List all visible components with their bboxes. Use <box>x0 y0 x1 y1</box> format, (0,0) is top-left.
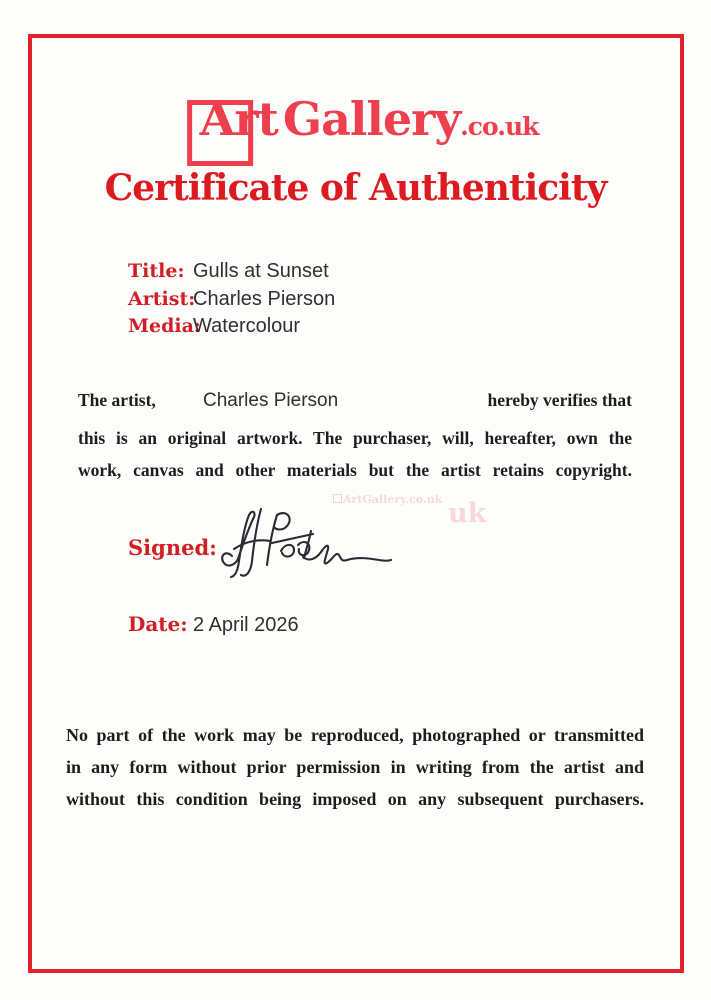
copyright-line-2: in any form without prior permission in writing from the artist and <box>66 757 644 777</box>
date-label: Date: <box>128 612 188 636</box>
logo-word-gallery: Gallery <box>282 92 461 146</box>
signed-label: Signed: <box>128 535 217 560</box>
verification-statement <box>78 390 632 486</box>
artwork-fields <box>128 260 335 343</box>
watermark-text: ArtGallery.co.uk <box>343 493 443 506</box>
statement-line-2: this is an original artwork. The purchaser, will, hereafter, own the <box>78 428 632 448</box>
field-row-title <box>128 260 335 288</box>
title-value: Gulls at Sunset <box>193 260 329 282</box>
title-label: Title: <box>128 260 185 282</box>
copyright-notice <box>66 719 644 815</box>
copyright-line-3: without this condition being imposed on any subsequent purchasers. <box>66 789 644 809</box>
field-row-artist <box>128 288 335 316</box>
statement-body <box>78 422 632 486</box>
field-row-media <box>128 315 335 343</box>
date-value: 2 April 2026 <box>193 614 299 636</box>
statement-line-3: work, canvas and other materials but the artist retains copyright. <box>78 460 632 480</box>
copyright-line-1: No part of the work may be reproduced, photographed or transmitted <box>66 725 644 745</box>
statement-suffix: hereby verifies that <box>487 390 632 410</box>
artist-label: Artist: <box>128 287 196 310</box>
certificate-title: Certificate of Authenticity <box>104 167 607 209</box>
watermark-uk-fragment: uk <box>448 498 487 529</box>
signature-image <box>213 500 393 595</box>
artist-value: Charles Pierson <box>193 287 336 310</box>
logo-tld: .co.uk <box>460 112 539 141</box>
media-label: Media: <box>128 315 201 337</box>
date-row <box>128 612 299 637</box>
media-value: Watercolour <box>193 315 301 337</box>
logo-word-art: Art <box>199 92 278 146</box>
artgallery-logo <box>200 72 539 164</box>
logo-text <box>199 92 539 146</box>
statement-prefix: The artist, <box>78 390 156 410</box>
statement-first-line <box>78 390 632 422</box>
statement-artist-name: Charles Pierson <box>203 390 339 411</box>
